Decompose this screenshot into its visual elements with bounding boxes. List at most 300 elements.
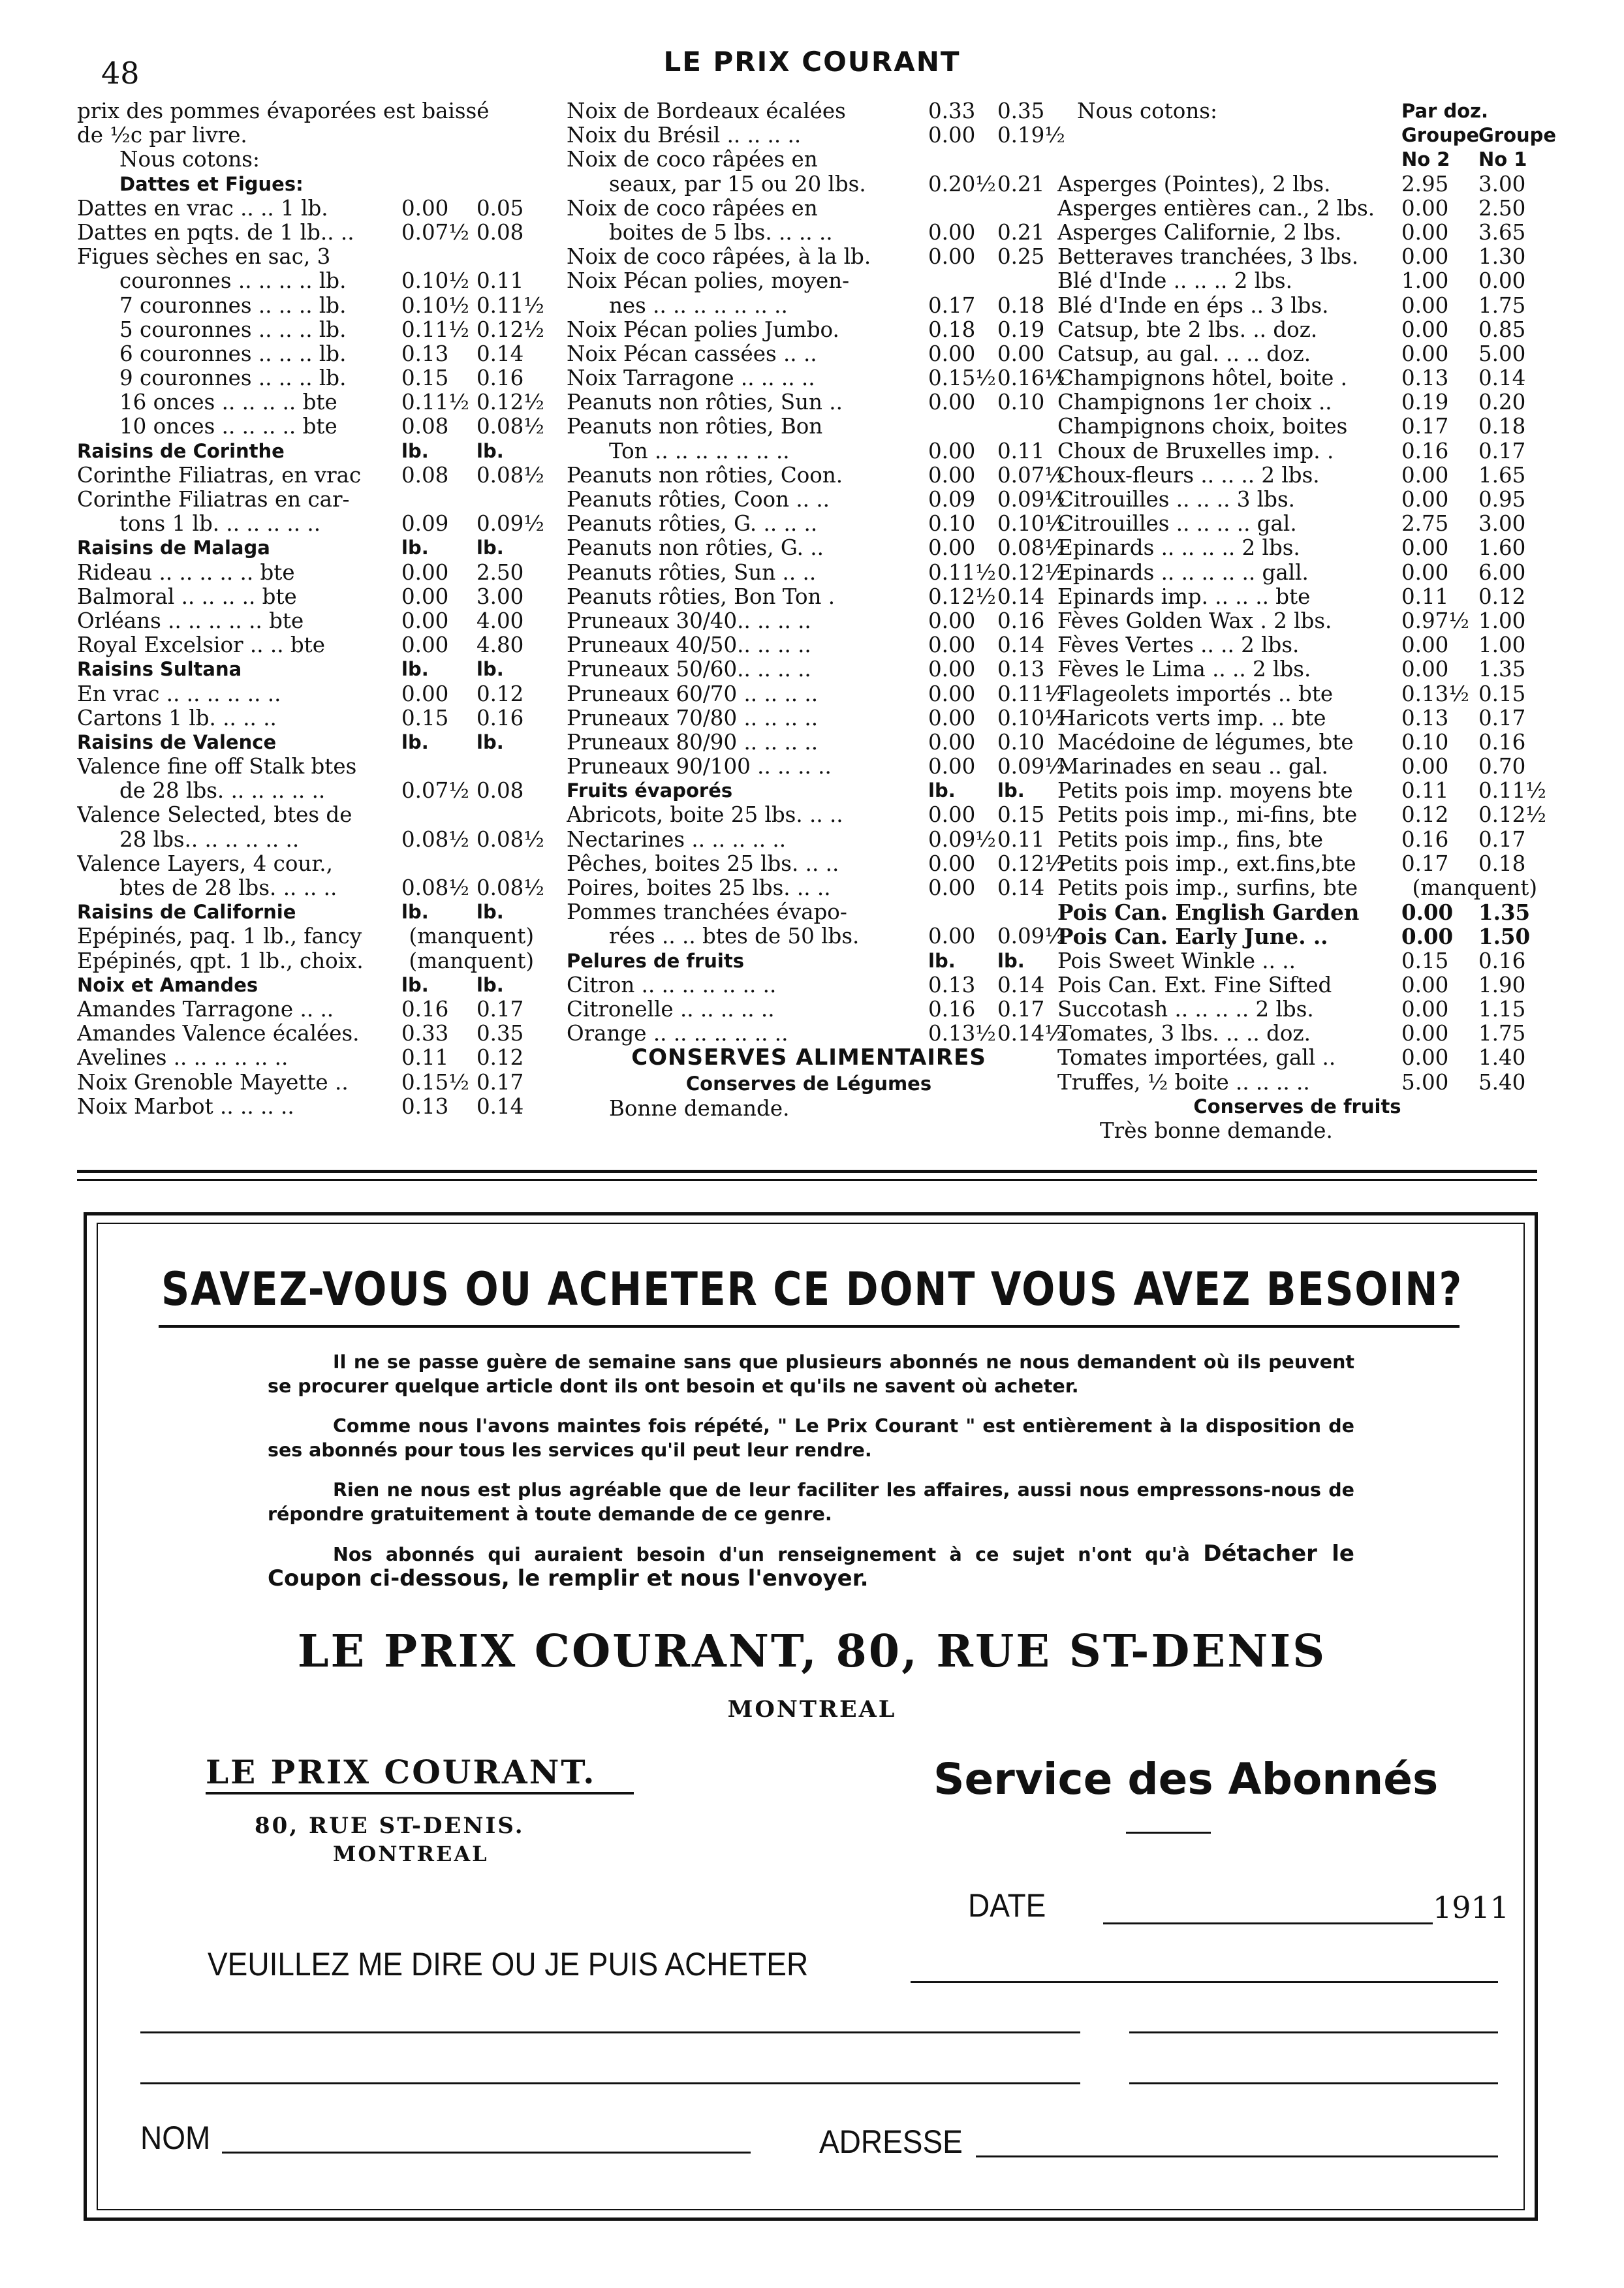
price-group-1: lb. bbox=[997, 949, 1025, 972]
item-label: Raisins de Corinthe bbox=[77, 439, 285, 462]
price-group-1: 0.10½ bbox=[997, 511, 1065, 537]
price-group-2: 0.00 bbox=[928, 390, 976, 415]
item-label: nes .. .. .. .. .. .. .. bbox=[609, 293, 788, 318]
item-label: 10 onces .. .. .. .. bte bbox=[119, 415, 337, 439]
price-row bbox=[77, 875, 544, 900]
price-group-1: 1.30 bbox=[1478, 244, 1526, 270]
item-label: Amandes Tarragone .. .. bbox=[77, 997, 334, 1022]
price-group-heading bbox=[567, 949, 1051, 973]
price-row bbox=[567, 366, 1065, 391]
price-row bbox=[77, 390, 544, 415]
price-group-2: (manquent) bbox=[409, 948, 534, 973]
price-group-2: 0.15½ bbox=[928, 366, 996, 391]
text-line: Noix Pécan polies, moyen- bbox=[567, 269, 850, 294]
price-row bbox=[567, 221, 1051, 245]
item-label: Catsup, bte 2 lbs. .. doz. bbox=[1057, 317, 1318, 342]
price-group-heading bbox=[77, 900, 534, 924]
price-group-2: 0.15 bbox=[401, 705, 449, 730]
price-group-2: 0.00 bbox=[1401, 900, 1454, 926]
price-row bbox=[1057, 609, 1537, 633]
advert-paragraph-3: Rien ne nous est plus agréable que de leur faciliter les affaires, aussi nous empressons-nous de répondre gratuitement à toute demande de ce genre. bbox=[268, 1479, 1354, 1525]
advert-coupon-call: Détacher le Coupon ci-dessous, le remplir et nous l'envoyer. bbox=[268, 1541, 1354, 1591]
price-group-2: lb. bbox=[401, 901, 429, 924]
price-group-2: 0.00 bbox=[1401, 317, 1449, 342]
item-label: Epépinés, paq. 1 lb., fancy bbox=[77, 924, 362, 949]
item-label: 6 couronnes .. .. .. lb. bbox=[119, 341, 347, 366]
price-group-1: 3.00 bbox=[1478, 511, 1526, 537]
section-heading: Dattes et Figues: bbox=[119, 172, 304, 195]
item-label: Balmoral .. .. .. .. bte bbox=[77, 584, 297, 609]
price-group-2: 0.10 bbox=[928, 511, 976, 537]
price-group-2: 0.00 bbox=[928, 244, 976, 270]
ask-field-line-1[interactable] bbox=[911, 1981, 1498, 1983]
advert-paragraph-4-text: Nos abonnés qui auraient besoin d'un renseignement à ce sujet n'ont qu'à bbox=[333, 1544, 1190, 1565]
price-group-heading bbox=[567, 779, 1051, 803]
coupon-city: MONTREAL bbox=[333, 1841, 489, 1866]
price-group-1: 0.16½ bbox=[997, 366, 1065, 391]
price-group-2: 0.00 bbox=[928, 608, 976, 633]
price-row bbox=[77, 462, 544, 488]
price-group-2: lb. bbox=[401, 730, 429, 753]
price-row bbox=[77, 826, 544, 852]
text-line: Nous cotons: bbox=[119, 148, 260, 172]
price-group-1: 0.08½ bbox=[997, 535, 1065, 561]
price-row bbox=[77, 682, 534, 706]
item-label: Fèves Vertes .. .. 2 lbs. bbox=[1057, 633, 1300, 658]
price-group-2: 0.11½ bbox=[401, 317, 469, 342]
price-group-1: 1.75 bbox=[1478, 292, 1526, 318]
price-group-1: 0.18 bbox=[1478, 414, 1526, 439]
item-label: Peanuts rôties, Sun .. .. bbox=[567, 560, 817, 585]
price-group-2: Groupe bbox=[1401, 124, 1480, 147]
price-group-2: 0.00 bbox=[1401, 633, 1449, 658]
price-row bbox=[567, 99, 1051, 123]
price-group-2: 0.00 bbox=[1401, 559, 1449, 585]
item-label: seaux, par 15 ou 20 lbs. bbox=[609, 172, 866, 196]
price-row bbox=[1057, 755, 1537, 779]
price-group-1: 0.17 bbox=[1478, 705, 1526, 730]
price-group-1: 0.14 bbox=[997, 633, 1045, 658]
price-group-2: 0.08½ bbox=[401, 826, 469, 852]
subsection-heading: Conserves de Légumes bbox=[685, 1073, 932, 1095]
price-group-1: 1.35 bbox=[1478, 900, 1531, 926]
price-row bbox=[77, 585, 534, 609]
price-row bbox=[77, 292, 544, 318]
price-group-2: 0.00 bbox=[1401, 972, 1449, 997]
item-label: Pois Can. Ext. Fine Sifted bbox=[1057, 973, 1332, 997]
item-label: Pois Sweet Winkle .. .. bbox=[1057, 948, 1296, 973]
price-group-1: 0.17 bbox=[476, 1069, 524, 1095]
price-group-2: 0.00 bbox=[1401, 996, 1449, 1022]
advert-paragraph-2: Comme nous l'avons maintes fois répété, " Le Prix Courant " est entièrement à la disposition de ses abonnés pour tous les services qu'il peut leur rendre. bbox=[268, 1415, 1354, 1461]
price-group-1: 0.16 bbox=[476, 366, 524, 391]
price-group-1: lb. bbox=[476, 901, 504, 924]
price-row bbox=[567, 754, 1065, 779]
price-group-2: 0.00 bbox=[401, 584, 449, 609]
price-row bbox=[1057, 366, 1537, 390]
item-label: Pois Can. English Garden bbox=[1057, 900, 1360, 925]
price-group-1: 1.50 bbox=[1478, 924, 1531, 950]
price-row bbox=[1057, 997, 1537, 1022]
item-label: Citron .. .. .. .. .. .. .. bbox=[567, 973, 777, 997]
price-group-2: 0.17 bbox=[1401, 414, 1449, 439]
ask-field-line-4[interactable] bbox=[140, 2082, 1080, 2084]
text-line: de ½c par livre. bbox=[77, 123, 247, 148]
price-row bbox=[1057, 973, 1537, 997]
right-price-column bbox=[1057, 99, 1557, 1143]
price-row bbox=[77, 633, 534, 657]
price-row bbox=[1057, 924, 1537, 948]
item-label: Tomates, 3 lbs. .. .. doz. bbox=[1057, 1022, 1311, 1046]
item-label: Pois Can. Early June. .. bbox=[1057, 924, 1328, 949]
price-group-1: 0.70 bbox=[1478, 754, 1526, 779]
item-label: Asperges Californie, 2 lbs. bbox=[1057, 220, 1342, 245]
price-row bbox=[1057, 463, 1537, 488]
price-group-heading bbox=[77, 657, 534, 682]
item-label: Succotash .. .. .. .. 2 lbs. bbox=[1057, 997, 1314, 1022]
price-row bbox=[1057, 852, 1537, 876]
item-label: Noix du Brésil .. .. .. .. bbox=[567, 123, 802, 148]
price-group-1: 1.65 bbox=[1478, 462, 1526, 488]
price-row bbox=[77, 924, 534, 948]
price-group-1: 0.15 bbox=[1478, 681, 1526, 706]
item-label: Peanuts non rôties, Coon. bbox=[567, 463, 843, 488]
item-label: Nectarines .. .. .. .. .. bbox=[567, 827, 787, 852]
item-label: Avelines .. .. .. .. .. .. bbox=[77, 1046, 289, 1071]
price-group-1: 0.16 bbox=[1478, 729, 1526, 755]
price-group-2: 0.00 bbox=[928, 851, 976, 876]
item-label: Orléans .. .. .. .. .. bte bbox=[77, 608, 304, 633]
price-group-2: 0.16 bbox=[1401, 438, 1449, 463]
item-label: couronnes .. .. .. .. lb. bbox=[119, 269, 347, 294]
item-label: Betteraves tranchées, 3 lbs. bbox=[1057, 245, 1359, 270]
price-group-1: 0.12½ bbox=[997, 559, 1065, 585]
price-group-2: 2.75 bbox=[1401, 511, 1449, 537]
item-label: 9 couronnes .. .. .. lb. bbox=[119, 366, 347, 391]
price-row bbox=[77, 1046, 534, 1070]
ask-label: VEUILLEZ ME DIRE OU JE PUIS ACHETER bbox=[208, 1946, 809, 1982]
price-group-2: 0.11 bbox=[401, 1045, 449, 1071]
item-label: 28 lbs.. .. .. .. .. .. bbox=[119, 827, 300, 852]
item-label: Noix de coco râpées, à la lb. bbox=[567, 245, 871, 270]
ask-field-line-5[interactable] bbox=[1129, 2082, 1498, 2084]
service-title: Service des Abonnés bbox=[933, 1754, 1439, 1804]
item-label: Haricots verts imp. .. bte bbox=[1057, 706, 1326, 730]
item-label: Dattes en pqts. de 1 lb.. .. bbox=[77, 220, 354, 245]
item-label: Petits pois imp., surfins, bte bbox=[1057, 876, 1358, 900]
item-label: Truffes, ½ boite .. .. .. .. bbox=[1057, 1070, 1310, 1095]
price-group-1: 0.19½ bbox=[997, 123, 1065, 148]
price-group-2: 0.00 bbox=[1401, 341, 1449, 366]
item-label: Choux-fleurs .. .. .. 2 lbs. bbox=[1057, 463, 1320, 488]
price-group-2: 0.00 bbox=[928, 123, 976, 148]
price-group-1: lb. bbox=[476, 973, 504, 996]
item-label: Flageolets importés .. bte bbox=[1057, 682, 1334, 706]
price-row bbox=[77, 366, 534, 390]
price-group-1: lb. bbox=[476, 537, 504, 559]
price-row bbox=[1057, 415, 1537, 439]
price-group-1: 0.16 bbox=[476, 705, 524, 730]
price-row bbox=[567, 609, 1051, 633]
text-line: prix des pommes évaporées est baissé bbox=[77, 99, 490, 123]
price-group-2: 0.33 bbox=[401, 1021, 449, 1046]
price-group-2: 0.13 bbox=[928, 972, 976, 997]
price-group-1: Groupe bbox=[1478, 124, 1557, 147]
price-row bbox=[1057, 682, 1537, 706]
price-group-1: 0.12½ bbox=[1478, 802, 1546, 828]
price-group-heading bbox=[1057, 123, 1557, 148]
coupon-margin-mark-bottom bbox=[1535, 2097, 1538, 2175]
running-head: LE PRIX COURANT bbox=[663, 46, 961, 78]
price-group-2: 0.00 bbox=[1401, 657, 1449, 682]
price-group-1: 0.12 bbox=[476, 1045, 524, 1071]
price-row bbox=[1057, 390, 1537, 415]
ask-field-line-2[interactable] bbox=[140, 2031, 1080, 2033]
price-group-1: 0.07½ bbox=[997, 462, 1065, 488]
price-row bbox=[1057, 900, 1537, 924]
advert-paragraph-1: Il ne se passe guère de semaine sans que plusieurs abonnés ne nous demandent où ils peuvent se procurer quelque article dont ils ont besoin et qu'ils ne savent où acheter. bbox=[268, 1351, 1354, 1397]
price-group-1: lb. bbox=[476, 658, 504, 681]
price-group-1: 0.21 bbox=[997, 219, 1045, 245]
coupon-street: 80, RUE ST-DENIS. bbox=[255, 1813, 525, 1839]
price-group-2: 0.00 bbox=[401, 195, 449, 221]
price-group-1: 5.40 bbox=[1478, 1069, 1526, 1095]
price-row bbox=[567, 245, 1051, 269]
price-group-1: 0.00 bbox=[997, 341, 1045, 366]
price-row bbox=[77, 997, 534, 1022]
item-label: Abricots, boite 25 lbs. .. .. bbox=[567, 803, 843, 828]
advert-city: MONTREAL bbox=[727, 1696, 897, 1723]
price-group-2: No 2 bbox=[1401, 148, 1450, 171]
price-row bbox=[567, 342, 1051, 366]
price-group-2: 0.00 bbox=[401, 559, 449, 585]
price-row bbox=[1057, 706, 1537, 730]
item-label: Amandes Valence écalées. bbox=[77, 1022, 360, 1046]
price-row bbox=[567, 123, 1065, 148]
price-group-2: 0.15 bbox=[401, 366, 449, 391]
price-group-2: 0.00 bbox=[928, 729, 976, 755]
price-group-heading bbox=[77, 730, 534, 755]
left-price-column bbox=[77, 99, 544, 1119]
item-label: tons 1 lb. .. .. .. .. .. bbox=[119, 512, 321, 537]
price-group-1: 0.08 bbox=[476, 778, 524, 804]
price-row bbox=[77, 269, 534, 293]
item-label: Peanuts non rôties, G. .. bbox=[567, 536, 824, 561]
price-row bbox=[567, 633, 1051, 657]
price-group-1: 0.18 bbox=[1478, 851, 1526, 876]
item-label: Cartons 1 lb. .. .. .. bbox=[77, 706, 277, 730]
price-row bbox=[1057, 1022, 1537, 1046]
price-group-2: 0.19 bbox=[1401, 390, 1449, 415]
item-label: Pruneaux 70/80 .. .. .. .. bbox=[567, 706, 819, 730]
item-label: Macédoine de légumes, bte bbox=[1057, 730, 1354, 755]
item-label: Marinades en seau .. gal. bbox=[1057, 755, 1328, 779]
price-group-2: 0.00 bbox=[928, 681, 976, 706]
item-label: Ton .. .. .. .. .. .. .. bbox=[609, 439, 790, 463]
text-line: Très bonne demande. bbox=[1100, 1118, 1333, 1143]
item-label bbox=[1057, 148, 1401, 172]
item-label: Epinards .. .. .. .. 2 lbs. bbox=[1057, 536, 1300, 561]
date-field-line[interactable] bbox=[1103, 1922, 1433, 1924]
price-group-2: 0.00 bbox=[1401, 219, 1449, 245]
price-group-2: 0.10 bbox=[1401, 729, 1449, 755]
price-row bbox=[567, 657, 1051, 682]
price-group-2: 0.00 bbox=[928, 438, 976, 463]
price-group-1: 1.00 bbox=[1478, 608, 1526, 633]
price-group-1: 0.11½ bbox=[1478, 778, 1546, 804]
price-row bbox=[567, 705, 1065, 730]
item-label: Peanuts rôties, G. .. .. .. bbox=[567, 512, 818, 537]
price-group-2: 0.08½ bbox=[401, 875, 469, 900]
item-label: Noix Grenoble Mayette .. bbox=[77, 1070, 349, 1095]
middle-price-column bbox=[567, 99, 1065, 1121]
price-group-1: 6.00 bbox=[1478, 559, 1526, 585]
section-divider-thin bbox=[77, 1179, 1537, 1181]
price-group-1: 0.14 bbox=[997, 972, 1045, 997]
item-label: boites de 5 lbs. .. .. .. bbox=[609, 220, 833, 245]
price-row bbox=[567, 681, 1065, 706]
item-label: Peanuts rôties, Coon .. .. bbox=[567, 488, 830, 512]
price-row bbox=[1057, 778, 1546, 804]
price-group-1: 0.09½ bbox=[997, 924, 1065, 949]
price-group-2: 0.97½ bbox=[1401, 608, 1469, 633]
item-label: Fèves Golden Wax . 2 lbs. bbox=[1057, 608, 1332, 633]
item-label: Pruneaux 90/100 .. .. .. .. bbox=[567, 755, 832, 779]
item-label: Catsup, au gal. .. .. doz. bbox=[1057, 341, 1311, 366]
price-row bbox=[567, 585, 1051, 609]
price-group-2: 0.00 bbox=[928, 802, 976, 828]
price-row bbox=[77, 1095, 534, 1119]
item-label: Pelures de fruits bbox=[567, 949, 744, 972]
price-row bbox=[567, 439, 1051, 463]
price-row bbox=[1057, 99, 1537, 123]
price-group-2: 1.00 bbox=[1401, 268, 1449, 294]
price-group-2: lb. bbox=[928, 949, 956, 972]
section-heading-large: CONSERVES ALIMENTAIRES bbox=[631, 1046, 986, 1071]
price-group-1: 5.00 bbox=[1478, 341, 1526, 366]
price-row bbox=[567, 462, 1065, 488]
text-line: Noix de coco râpées en bbox=[567, 196, 818, 221]
item-label: Petits pois imp. moyens bte bbox=[1057, 779, 1353, 804]
price-group-2: 0.00 bbox=[401, 608, 449, 633]
item-label: Rideau .. .. .. .. .. bte bbox=[77, 560, 295, 585]
item-label: Noix Pécan cassées .. .. bbox=[567, 341, 817, 366]
price-group-2: 0.33 bbox=[928, 99, 976, 123]
price-group-1: 0.85 bbox=[1478, 317, 1526, 342]
price-group-1: 0.35 bbox=[476, 1021, 524, 1046]
ask-field-line-3[interactable] bbox=[1129, 2031, 1498, 2033]
price-group-1: 0.05 bbox=[476, 195, 524, 221]
price-group-1: 0.14 bbox=[997, 875, 1045, 900]
price-group-2: 0.00 bbox=[1401, 535, 1449, 561]
price-group-2: 0.00 bbox=[928, 657, 976, 682]
price-group-1: 0.18 bbox=[997, 292, 1045, 318]
price-group-2: 0.09½ bbox=[928, 826, 996, 852]
price-group-1: 0.19 bbox=[997, 317, 1045, 342]
text-line: Valence Layers, 4 cour., bbox=[77, 851, 333, 876]
price-row bbox=[567, 294, 1051, 318]
item-label: Epinards .. .. .. .. .. gall. bbox=[1057, 560, 1309, 585]
price-row bbox=[567, 803, 1051, 827]
nom-field-line[interactable] bbox=[222, 2152, 751, 2154]
price-group-1: 0.00 bbox=[1478, 268, 1526, 294]
item-label: Citrouilles .. .. .. .. gal. bbox=[1057, 512, 1297, 537]
price-group-1: 3.00 bbox=[1478, 171, 1526, 196]
price-group-2: 0.11 bbox=[1401, 778, 1449, 804]
price-row bbox=[1057, 1046, 1537, 1070]
price-group-2: 0.15½ bbox=[401, 1069, 469, 1095]
price-group-1: 0.15 bbox=[997, 802, 1045, 828]
item-label: Pêches, boites 25 lbs. .. .. bbox=[567, 851, 839, 876]
price-group-1: 0.21 bbox=[997, 171, 1045, 196]
price-group-2: 0.00 bbox=[1401, 1021, 1449, 1046]
price-row bbox=[567, 851, 1065, 876]
price-group-2: Par doz. bbox=[1401, 100, 1489, 122]
item-label: Epépinés, qpt. 1 lb., choix. bbox=[77, 948, 364, 973]
price-group-1: 0.35 bbox=[997, 99, 1045, 123]
item-label: rées .. .. btes de 50 lbs. bbox=[609, 924, 860, 949]
price-group-2: 0.00 bbox=[928, 754, 976, 779]
price-group-1: 0.12½ bbox=[476, 390, 544, 415]
advert-title-underline bbox=[159, 1325, 1460, 1328]
text-line: Noix de coco râpées en bbox=[567, 148, 818, 172]
item-label: Peanuts rôties, Bon Ton . bbox=[567, 584, 835, 609]
price-group-2: 0.13½ bbox=[928, 1021, 996, 1046]
price-group-1: 0.09½ bbox=[997, 754, 1065, 779]
price-row bbox=[567, 1021, 1065, 1046]
price-group-2: 0.15 bbox=[1401, 948, 1449, 973]
item-label: Citronelle .. .. .. .. .. bbox=[567, 997, 775, 1022]
item-label: Petits pois imp., fins, bte bbox=[1057, 827, 1323, 852]
price-row bbox=[1057, 488, 1537, 512]
price-group-1: 0.17 bbox=[1478, 438, 1526, 463]
adresse-field-line[interactable] bbox=[976, 2155, 1498, 2157]
price-row bbox=[1057, 730, 1537, 755]
price-group-1: lb. bbox=[476, 730, 504, 753]
price-group-1: 0.11 bbox=[997, 826, 1045, 852]
price-row bbox=[1057, 802, 1546, 828]
price-group-1: 1.00 bbox=[1478, 633, 1526, 658]
nom-label: NOM bbox=[140, 2120, 211, 2156]
price-group-2: 0.17 bbox=[928, 292, 976, 318]
price-row bbox=[77, 414, 544, 439]
price-group-1: lb. bbox=[997, 779, 1025, 802]
advert-paragraph-4 bbox=[268, 1542, 1354, 1591]
subsection-heading: Conserves de fruits bbox=[1193, 1095, 1401, 1118]
price-group-1: 0.13 bbox=[997, 657, 1045, 682]
price-group-2: lb. bbox=[401, 658, 429, 681]
price-row bbox=[1057, 585, 1537, 609]
price-group-2: 0.13 bbox=[401, 1093, 449, 1119]
price-row bbox=[77, 706, 534, 730]
price-row bbox=[77, 511, 544, 537]
item-label: Raisins de Valence bbox=[77, 730, 277, 753]
price-group-1: 0.12½ bbox=[997, 851, 1065, 876]
price-row bbox=[1057, 657, 1537, 682]
price-group-2: 0.00 bbox=[928, 705, 976, 730]
item-label: Noix de Bordeaux écalées bbox=[567, 99, 846, 123]
price-group-1: 0.08 bbox=[476, 219, 524, 245]
price-group-2: 0.07½ bbox=[401, 778, 469, 804]
item-label: Orange .. .. .. .. .. .. .. bbox=[567, 1022, 789, 1046]
price-group-1: 2.50 bbox=[476, 559, 524, 585]
item-label: Noix Pécan polies Jumbo. bbox=[567, 317, 839, 342]
coupon-margin-mark-top bbox=[1535, 1857, 1538, 1919]
item-label: Dattes en vrac .. .. 1 lb. bbox=[77, 196, 328, 221]
price-group-2: 0.13 bbox=[401, 341, 449, 366]
price-group-2: 0.18 bbox=[928, 317, 976, 342]
price-group-1: 0.11 bbox=[476, 268, 524, 294]
